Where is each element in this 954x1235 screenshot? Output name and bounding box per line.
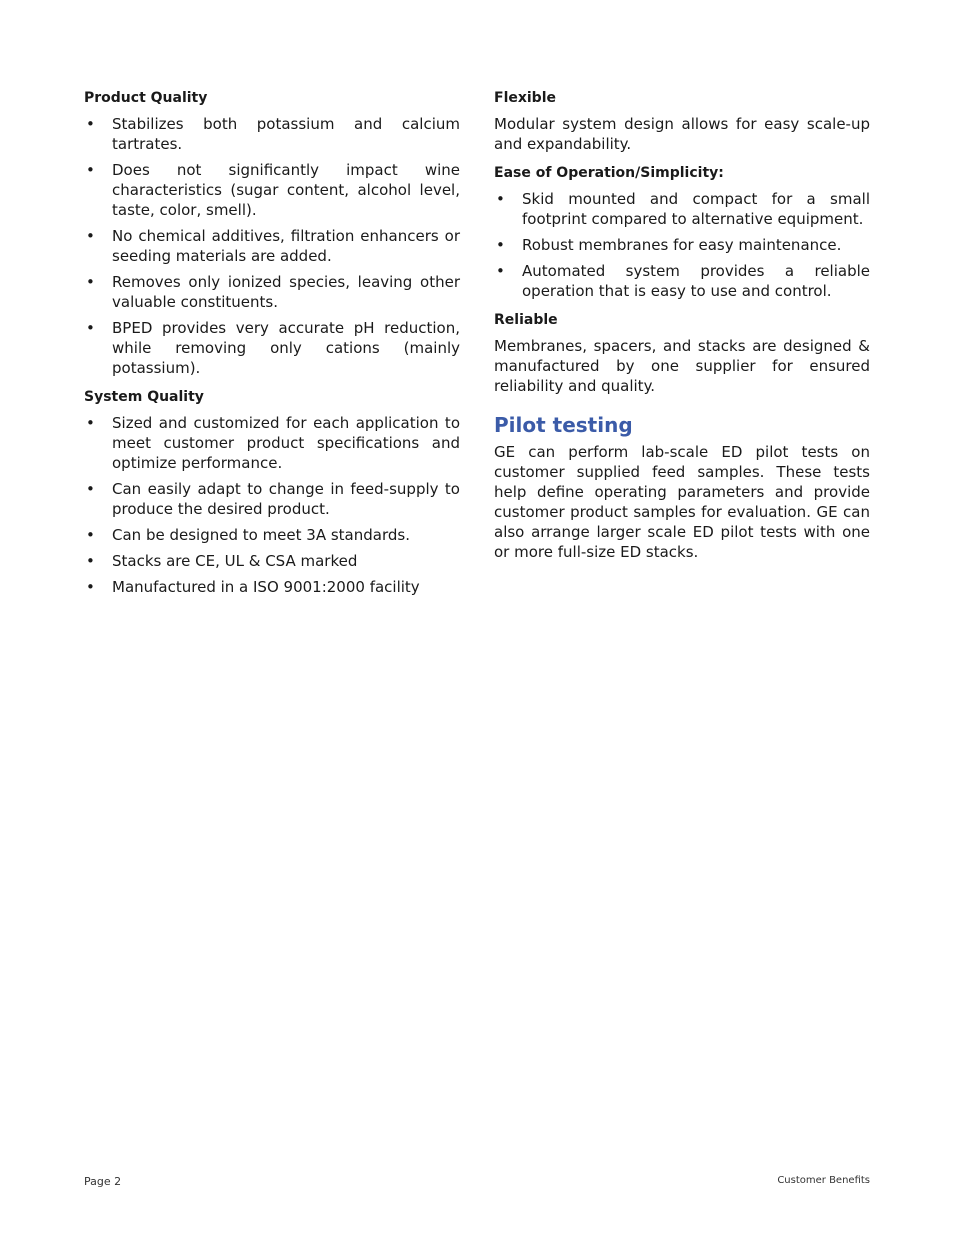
list-item-text: Does not significantly impact wine characteristics (sugar content, alcohol level, taste, color, smell).: [112, 161, 460, 219]
list-item: [84, 226, 460, 266]
bullet-icon: •: [86, 161, 95, 179]
flexible-heading: Flexible: [494, 90, 557, 106]
page-number: Page 2: [84, 1175, 122, 1188]
list-item-text: Manufactured in a ISO 9001:2000 facility: [112, 578, 420, 596]
bullet-icon: •: [496, 262, 505, 280]
list-item: [84, 160, 460, 220]
pilot-testing-text: GE can perform lab-scale ED pilot tests on customer supplied feed samples. These tests help define operating parameters and provide customer product samples for evaluation. GE can also arrange larger scale ED pilot tests with one or more full-size ED stacks.: [494, 443, 870, 561]
ease-of-operation-list: [494, 189, 870, 301]
list-item: [84, 413, 460, 473]
bullet-icon: •: [86, 414, 95, 432]
list-item: [494, 189, 870, 229]
list-item-text: Stacks are CE, UL & CSA marked: [112, 552, 358, 570]
list-item-text: Can easily adapt to change in feed-supply to produce the desired product.: [112, 480, 460, 518]
footer-section-label: Customer Benefits: [777, 1175, 870, 1186]
bullet-icon: •: [86, 319, 95, 337]
bullet-icon: •: [86, 115, 95, 133]
list-item: [84, 525, 460, 545]
bullet-icon: •: [86, 227, 95, 245]
list-item-text: No chemical additives, filtration enhancers or seeding materials are added.: [112, 227, 460, 265]
product-quality-list: [84, 114, 460, 378]
reliable-text: Membranes, spacers, and stacks are designed & manufactured by one supplier for ensured reliability and quality.: [494, 337, 870, 395]
bullet-icon: •: [496, 236, 505, 254]
system-quality-list: [84, 413, 460, 597]
bullet-icon: •: [86, 480, 95, 498]
list-item: [84, 272, 460, 312]
list-item: [494, 261, 870, 301]
ease-of-operation-heading: Ease of Operation/Simplicity:: [494, 165, 724, 181]
list-item: [84, 318, 460, 378]
list-item-text: BPED provides very accurate pH reduction, while removing only cations (mainly potassium).: [112, 319, 460, 377]
list-item: [84, 577, 460, 597]
reliable-heading: Reliable: [494, 312, 558, 328]
product-quality-heading: Product Quality: [84, 90, 208, 106]
bullet-icon: •: [86, 273, 95, 291]
bullet-icon: •: [86, 526, 95, 544]
list-item: [84, 114, 460, 154]
bullet-icon: •: [86, 578, 95, 596]
left-column: [84, 88, 460, 606]
list-item: [84, 551, 460, 571]
pilot-testing-heading: Pilot testing: [494, 413, 633, 437]
list-item: [84, 479, 460, 519]
list-item-text: Skid mounted and compact for a small footprint compared to alternative equipment.: [522, 190, 870, 228]
list-item-text: Automated system provides a reliable operation that is easy to use and control.: [522, 262, 870, 300]
list-item-text: Sized and customized for each application to meet customer product specifications and optimize performance.: [112, 414, 460, 472]
right-column: [494, 88, 870, 571]
list-item-text: Can be designed to meet 3A standards.: [112, 526, 410, 544]
list-item-text: Robust membranes for easy maintenance.: [522, 236, 842, 254]
list-item: [494, 235, 870, 255]
bullet-icon: •: [496, 190, 505, 208]
flexible-text: Modular system design allows for easy scale-up and expandability.: [494, 115, 870, 153]
bullet-icon: •: [86, 552, 95, 570]
list-item-text: Removes only ionized species, leaving other valuable constituents.: [112, 273, 460, 311]
list-item-text: Stabilizes both potassium and calcium tartrates.: [112, 115, 460, 153]
system-quality-heading: System Quality: [84, 389, 204, 405]
